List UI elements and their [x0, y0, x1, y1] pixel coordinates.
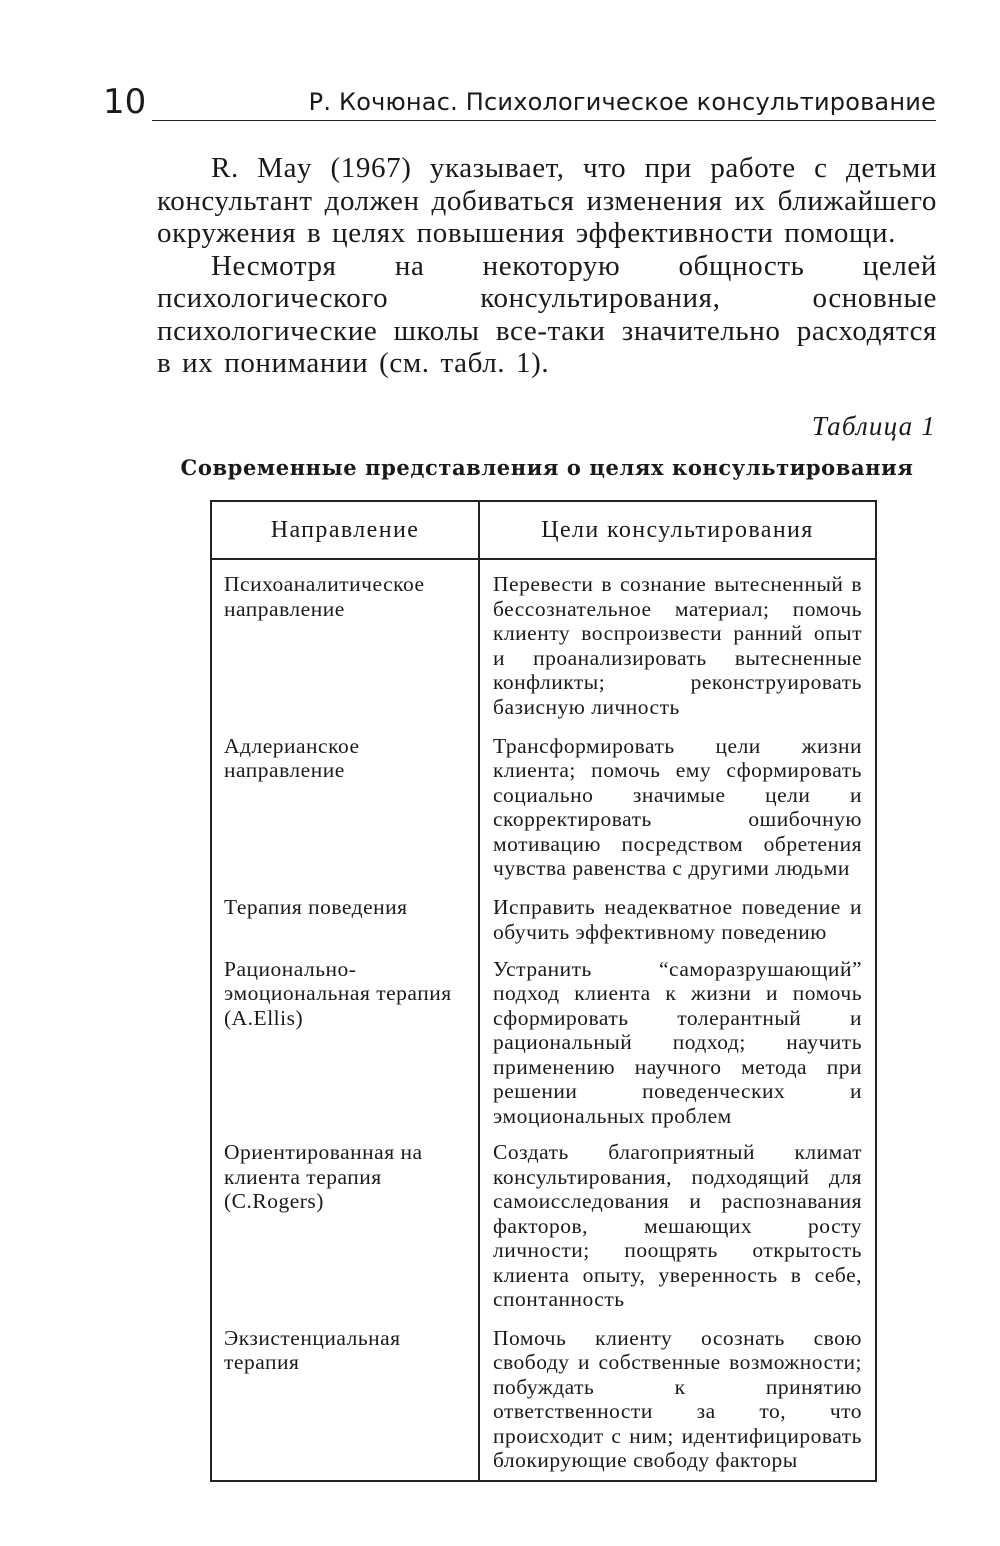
running-head: Р. Кочюнас. Психологическое консультирование — [308, 88, 936, 116]
table-header-row — [212, 502, 875, 560]
goals-cell: Помочь клиенту осознать свою свободу и собственные возможности; побуждать к принятию ответственности за то, что происходит с ним; идентифицировать блокирующие свободу факторы — [493, 1325, 862, 1472]
page-number: 10 — [103, 82, 147, 122]
paragraph: R. May (1967) указывает, что при работе с детьми консультант должен добиваться изменения их ближайшего окружения в целях повышения эффективности помощи. — [157, 152, 937, 249]
body-text — [157, 152, 937, 380]
goals-cell: Устранить “саморазрушающий” подход клиента к жизни и помочь сформировать толерантный и рациональный подход; научить применению научного метода при решении поведенческих и эмоциональных проблем — [493, 956, 862, 1128]
goals-cell: Создать благоприятный климат консультирования, подходящий для самоисследования и распознавания факторов, мешающих росту личности; поощрять открытость клиента опыту, уверенность в себе, спонтанность — [493, 1140, 862, 1311]
direction-column — [212, 560, 480, 1480]
direction-cell: Экзистенциальная терапия — [224, 1325, 401, 1374]
table-body — [212, 560, 875, 1480]
table-title: Современные представления о целях консультирования — [180, 455, 914, 480]
direction-cell: Ориентированная на клиента терапия (C.Rogers) — [224, 1140, 423, 1213]
direction-cell: Психоаналитическое направление — [224, 572, 425, 621]
header-rule — [152, 120, 936, 121]
header-goals: Цели консультирования — [541, 516, 814, 543]
table-label: Таблица 1 — [811, 411, 936, 441]
header-direction: Направление — [212, 502, 480, 558]
direction-cell: Рационально-эмоциональная терапия (A.Ellis) — [224, 956, 452, 1030]
goals-cell: Перевести в сознание вытесненный в бессознательное материал; помочь клиенту воспроизвести ранний опыт и проанализировать вытесненные конфликты; реконструировать базисную личность — [493, 572, 862, 719]
direction-cell: Терапия поведения — [224, 895, 408, 919]
direction-cell: Адлерианское направление — [224, 733, 360, 782]
goals-cell: Исправить неадекватное поведение и обучить эффективному поведению — [493, 895, 862, 944]
goals-table — [210, 500, 877, 1482]
paragraph: Несмотря на некоторую общность целей психологического консультирования, основные психологические школы все-таки значительно расходятся в их понимании (см. табл. 1). — [157, 249, 937, 379]
goals-column — [480, 560, 875, 1480]
goals-cell: Трансформировать цели жизни клиента; помочь ему сформировать социально значимые цели и скорректировать ошибочную мотивацию посредством обретения чувства равенства с другими людьми — [493, 733, 862, 880]
